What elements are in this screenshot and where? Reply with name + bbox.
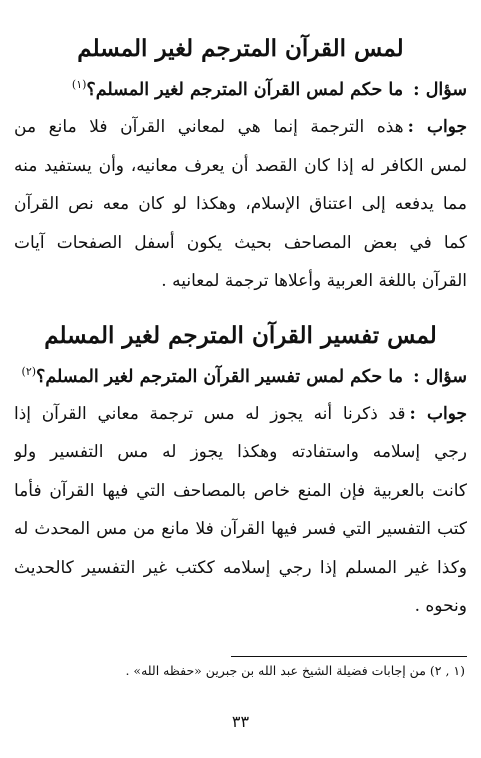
question-text: ما حكم لمس القرآن المترجم لغير المسلم؟ <box>86 80 404 100</box>
section-heading: لمس تفسير القرآن المترجم لغير المسلم <box>44 321 437 349</box>
answer-text: قد ذكرنا أنه يجوز له مس ترجمة معاني القرآن إذا <box>14 403 406 424</box>
question-label: سؤال : <box>413 80 467 100</box>
answer-line: مما يدفعه إلى اعتناق الإسلام، وهكذا لو كان معه نص القرآن <box>14 194 467 214</box>
answer-line: كتب التفسير التي فسر فيها القرآن فلا مانع من مس المحدث له <box>14 519 467 539</box>
footnote-reference: (٢) <box>21 364 37 378</box>
answer-label: جواب : <box>409 403 467 424</box>
answer-line: ونحوه . <box>414 596 467 616</box>
question <box>14 359 467 395</box>
answer-line: لمس الكافر له إذا كان القصد أن يعرف معانيه، وأن يستفيد منه <box>14 155 467 176</box>
answer-line: كما في بعض المصاحف بحيث يكون أسفل الصفحات آيات <box>14 232 467 253</box>
answer-line: القرآن باللغة العربية وأعلاها ترجمة لمعانيه . <box>161 271 467 291</box>
footnote-reference: (١) <box>71 78 87 92</box>
answer-text: هذه الترجمة إنما هي لمعاني القرآن فلا مانع من <box>14 117 404 137</box>
answer-line: وكذا غير المسلم إذا رجي إسلامه ككتب غير التفسير كالحديث <box>14 557 467 578</box>
question-text: ما حكم لمس تفسير القرآن المترجم لغير المسلم؟ <box>36 366 404 387</box>
question <box>14 72 467 108</box>
page-number: ٣٣ <box>231 712 250 731</box>
answer-line: رجي إسلامه واستفادته وهكذا يجوز له مس التفسير ولو <box>14 442 467 462</box>
answer-line: كانت بالعربية فإن المنع خاص بالمصاحف التي فيها القرآن فأما <box>14 480 467 501</box>
answer-line <box>14 395 467 434</box>
answer-label: جواب : <box>407 117 467 137</box>
question-label: سؤال : <box>413 366 467 387</box>
footnote: (١ , ٢) من إجابات فضيلة الشيخ عبد الله بن جبرين «حفظه الله» . <box>125 663 465 678</box>
section-heading: لمس القرآن المترجم لغير المسلم <box>77 35 404 62</box>
footnote-divider <box>231 656 467 657</box>
answer <box>14 395 467 626</box>
answer <box>14 108 467 301</box>
answer-line <box>14 108 467 147</box>
